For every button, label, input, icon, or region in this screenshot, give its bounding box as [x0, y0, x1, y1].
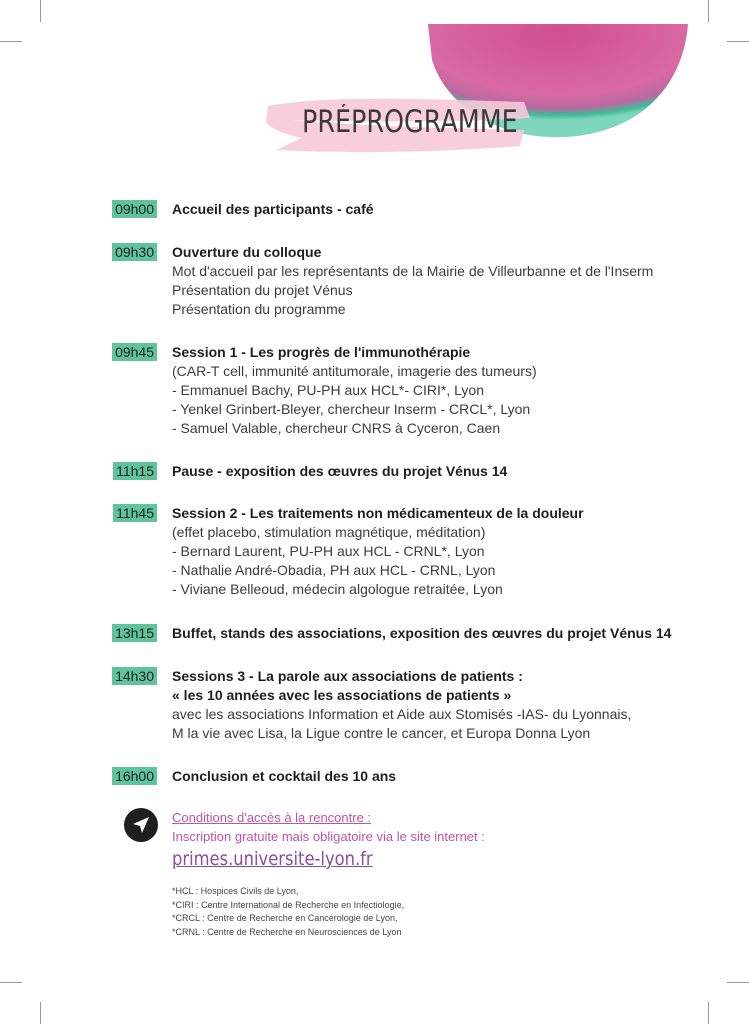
access-info [172, 808, 485, 870]
entry-line: (CAR-T cell, immunité antitumorale, imagerie des tumeurs) [172, 363, 537, 379]
time-badge: 13h15 [112, 624, 157, 642]
entry-line: Sessions 3 - La parole aux associations de patients : [172, 668, 523, 684]
entry-line: - Samuel Valable, chercheur CNRS à Cyceron, Caen [172, 420, 501, 436]
access-heading: Conditions d'accès à la rencontre : [172, 810, 372, 825]
entry-line: « les 10 années avec les associations de patients » [172, 687, 512, 703]
footnote: *CRCL : Centre de Recherche en Cancérologie de Lyon, [172, 913, 398, 924]
entry-line: Présentation du programme [172, 301, 346, 317]
crop-mark [708, 1002, 709, 1024]
crop-mark [0, 982, 22, 983]
crop-mark [40, 0, 41, 22]
entry-line: Session 2 - Les traitements non médicamenteux de la douleur [172, 505, 584, 521]
entry-line: - Nathalie André-Obadia, PH aux HCL - CRNL, Lyon [172, 562, 496, 578]
entry-line: - Yenkel Grinbert-Bleyer, chercheur Inserm - CRCL*, Lyon [172, 401, 531, 417]
crop-mark [727, 982, 749, 983]
time-badge: 09h30 [112, 243, 157, 261]
entry-line: - Bernard Laurent, PU-PH aux HCL - CRNL*, Lyon [172, 543, 485, 559]
crop-mark [0, 41, 22, 42]
time-badge: 14h30 [112, 667, 157, 685]
page-title: PRÉPROGRAMME [302, 104, 518, 140]
entry-line: (effet placebo, stimulation magnétique, méditation) [172, 524, 486, 540]
entry-line: Accueil des participants - café [172, 201, 374, 217]
access-text: Inscription gratuite mais obligatoire via le site internet : [172, 829, 485, 844]
time-badge: 11h45 [113, 504, 157, 522]
crop-mark [40, 1002, 41, 1024]
website-link[interactable]: primes.universite-lyon.fr [172, 848, 373, 870]
entry-line: Ouverture du colloque [172, 244, 322, 260]
crop-mark [708, 0, 709, 22]
entry-line: avec les associations Information et Aide aux Stomisés -IAS- du Lyonnais, [172, 706, 632, 722]
entry-line: Présentation du projet Vénus [172, 282, 353, 298]
footnote: *CIRI : Centre International de Recherche en Infectiologie, [172, 899, 405, 910]
footnote: *HCL : Hospices Civils de Lyon, [172, 886, 299, 896]
footnotes [172, 885, 404, 939]
entry-line: Conclusion et cocktail des 10 ans [172, 768, 397, 784]
entry-line: Buffet, stands des associations, exposition des œuvres du projet Vénus 14 [172, 625, 672, 641]
entry-line: - Emmanuel Bachy, PU-PH aux HCL*- CIRI*, Lyon [172, 382, 484, 398]
entry-line: Mot d'accueil par les représentants de la Mairie de Villeurbanne et de l'Inserm [172, 263, 654, 279]
time-badge: 09h00 [112, 200, 157, 218]
entry-line: M la vie avec Lisa, la Ligue contre le cancer, et Europa Donna Lyon [172, 725, 591, 741]
time-badge: 09h45 [112, 343, 157, 361]
title-block [262, 82, 532, 172]
entry-line: Session 1 - Les progrès de l'immunothérapie [172, 344, 471, 360]
entry-line: - Viviane Belleoud, médecin algologue retraitée, Lyon [172, 581, 503, 597]
footnote: *CRNL : Centre de Recherche en Neurosciences de Lyon [172, 926, 402, 937]
entry-line: Pause - exposition des œuvres du projet Vénus 14 [172, 463, 508, 479]
navigation-arrow-icon [124, 808, 158, 842]
crop-mark [727, 41, 749, 42]
time-badge: 16h00 [112, 767, 157, 785]
time-badge: 11h15 [113, 462, 157, 480]
